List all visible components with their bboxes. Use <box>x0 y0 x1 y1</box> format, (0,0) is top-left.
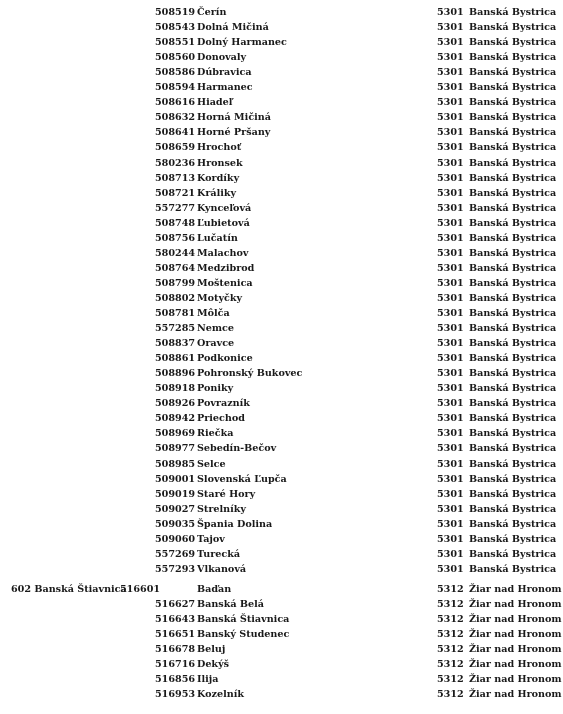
municipality-name: Horná Mičiná <box>197 112 271 123</box>
municipality-code: 508969 <box>155 428 196 439</box>
table-row <box>0 35 563 50</box>
municipality-name: Hrochoť <box>197 142 242 153</box>
municipality-name: Nemce <box>197 323 234 334</box>
municipality-code: 508756 <box>155 233 196 244</box>
table-row <box>0 411 563 426</box>
okres-name: Banská Bystrica <box>469 549 557 560</box>
municipality-name: Dekýš <box>197 659 230 670</box>
okres-name: Banská Bystrica <box>469 52 557 63</box>
municipality-name: Banský Studenec <box>197 629 290 640</box>
okres-code: 5301 <box>437 37 464 48</box>
municipality-code: 516953 <box>155 689 196 700</box>
okres-code: 5301 <box>437 188 464 199</box>
okres-code: 5312 <box>437 689 464 700</box>
table-row <box>0 396 563 411</box>
table-row <box>0 642 563 657</box>
okres-name: Banská Bystrica <box>469 158 557 169</box>
municipality-name: Kordíky <box>197 173 240 184</box>
okres-code: 5301 <box>437 353 464 364</box>
okres-code: 5301 <box>437 564 464 575</box>
municipality-name: Donovaly <box>197 52 247 63</box>
table-row <box>0 110 563 125</box>
municipality-name: Banská Belá <box>197 599 264 610</box>
okres-name: Banská Bystrica <box>469 474 557 485</box>
okres-name: Banská Bystrica <box>469 413 557 424</box>
okres-name: Banská Bystrica <box>469 564 557 575</box>
municipality-code: 509019 <box>155 489 196 500</box>
okres-name: Banská Bystrica <box>469 504 557 515</box>
table-row <box>0 140 563 155</box>
okres-code: 5301 <box>437 173 464 184</box>
okres-name: Banská Bystrica <box>469 353 557 364</box>
municipality-code: 508551 <box>155 37 196 48</box>
table-row <box>0 5 563 20</box>
municipality-name: Beluj <box>197 644 226 655</box>
table-row <box>0 562 563 577</box>
municipality-code: 508560 <box>155 52 196 63</box>
table-row <box>0 426 563 441</box>
okres-name: Banská Bystrica <box>469 383 557 394</box>
table-row <box>0 612 563 627</box>
municipality-code: 516651 <box>155 629 196 640</box>
municipality-name: Selce <box>197 459 226 470</box>
table-row <box>0 627 563 642</box>
table-row <box>0 125 563 140</box>
municipality-code: 557277 <box>155 203 196 214</box>
municipality-name: Poniky <box>197 383 234 394</box>
municipality-code: 508616 <box>155 97 196 108</box>
municipality-code: 580236 <box>155 158 196 169</box>
okres-code: 5312 <box>437 674 464 685</box>
okres-name: Žiar nad Hronom <box>469 674 562 685</box>
table-row <box>0 441 563 456</box>
municipality-code: 509001 <box>155 474 196 485</box>
table-row <box>0 186 563 201</box>
okres-code: 5301 <box>437 82 464 93</box>
table-row <box>0 381 563 396</box>
table-row <box>0 171 563 186</box>
table-row <box>0 291 563 306</box>
municipality-code: 508977 <box>155 443 196 454</box>
okres-code: 5301 <box>437 127 464 138</box>
table-row <box>0 321 563 336</box>
municipality-name: Dúbravica <box>197 67 252 78</box>
table-row <box>0 582 563 597</box>
municipality-name: Špania Dolina <box>197 519 273 530</box>
table-row <box>0 50 563 65</box>
okres-code: 5301 <box>437 308 464 319</box>
municipality-name: Priechod <box>197 413 245 424</box>
okres-code: 5301 <box>437 293 464 304</box>
okres-code: 5301 <box>437 338 464 349</box>
municipality-code: 508659 <box>155 142 196 153</box>
municipality-code: 508918 <box>155 383 196 394</box>
okres-code: 5301 <box>437 248 464 259</box>
municipality-code: 509060 <box>155 534 196 545</box>
table-row <box>0 95 563 110</box>
municipality-name: Sebedín-Bečov <box>197 443 277 454</box>
municipality-name: Staré Hory <box>197 489 256 500</box>
table-row <box>0 20 563 35</box>
okres-code: 5301 <box>437 534 464 545</box>
municipality-code: 516627 <box>155 599 196 610</box>
okres-code: 5301 <box>437 7 464 18</box>
municipality-name: Medzibrod <box>197 263 255 274</box>
okres-name: Banská Bystrica <box>469 308 557 319</box>
okres-code: 5301 <box>437 52 464 63</box>
okres-name: Banská Bystrica <box>469 489 557 500</box>
okres-name: Banská Bystrica <box>469 67 557 78</box>
okres-name: Žiar nad Hronom <box>469 644 562 655</box>
okres-code: 5301 <box>437 22 464 33</box>
okres-code: 5301 <box>437 443 464 454</box>
okres-code: 5301 <box>437 142 464 153</box>
municipality-code: 557293 <box>155 564 196 575</box>
table-row <box>0 246 563 261</box>
table-row <box>0 547 563 562</box>
table-row <box>0 336 563 351</box>
okres-name: Banská Bystrica <box>469 173 557 184</box>
municipality-name: Strelníky <box>197 504 247 515</box>
table-row <box>0 306 563 321</box>
okres-name: Žiar nad Hronom <box>469 689 562 700</box>
okres-name: Banská Bystrica <box>469 443 557 454</box>
okres-code: 5312 <box>437 599 464 610</box>
municipality-name: Moštenica <box>197 278 253 289</box>
municipality-code: 508586 <box>155 67 196 78</box>
municipality-name: Ľubietová <box>197 218 250 229</box>
table-row <box>0 351 563 366</box>
table-row <box>0 65 563 80</box>
okres-code: 5301 <box>437 504 464 515</box>
municipality-code: 508896 <box>155 368 196 379</box>
municipality-code: 508641 <box>155 127 196 138</box>
okres-code: 5301 <box>437 549 464 560</box>
municipality-name: Ilija <box>197 674 219 685</box>
municipality-name: Slovenská Ľupča <box>197 474 287 485</box>
okres-code: 5301 <box>437 278 464 289</box>
okres-name: Banská Bystrica <box>469 22 557 33</box>
table-row <box>0 366 563 381</box>
municipality-name: Dolný Harmanec <box>197 37 287 48</box>
okres-name: Banská Bystrica <box>469 398 557 409</box>
municipality-name: Môlča <box>197 308 230 319</box>
okres-name: Banská Bystrica <box>469 218 557 229</box>
municipality-name: Horné Pršany <box>197 127 271 138</box>
municipality-code: 516643 <box>155 614 196 625</box>
municipality-code: 509027 <box>155 504 196 515</box>
table-row <box>0 216 563 231</box>
okres-name: Banská Bystrica <box>469 278 557 289</box>
okres-code: 5301 <box>437 474 464 485</box>
okres-code: 5301 <box>437 368 464 379</box>
municipality-code: 508861 <box>155 353 196 364</box>
okres-name: Banská Bystrica <box>469 7 557 18</box>
municipality-name: Povrazník <box>197 398 250 409</box>
municipality-code: 508764 <box>155 263 196 274</box>
okres-code: 5312 <box>437 614 464 625</box>
municipality-name: Motyčky <box>197 293 243 304</box>
okres-code: 5301 <box>437 428 464 439</box>
table-row <box>0 672 563 687</box>
municipality-name: Pohronský Bukovec <box>197 368 303 379</box>
municipality-name: Vlkanová <box>197 564 247 575</box>
municipality-name: Oravce <box>197 338 235 349</box>
table-row <box>0 687 563 702</box>
table-row <box>0 261 563 276</box>
okres-name: Banská Bystrica <box>469 428 557 439</box>
okres-code: 5312 <box>437 584 464 595</box>
municipality-name: Hronsek <box>197 158 243 169</box>
okres-name: Banská Bystrica <box>469 368 557 379</box>
municipality-code: 508802 <box>155 293 196 304</box>
municipality-name: Kynceľová <box>197 203 252 214</box>
okres-name: Banská Bystrica <box>469 82 557 93</box>
okres-code: 5301 <box>437 459 464 470</box>
table-row <box>0 276 563 291</box>
okres-code: 5301 <box>437 413 464 424</box>
municipality-code: 508942 <box>155 413 196 424</box>
municipality-code: 508594 <box>155 82 196 93</box>
municipality-code: 508748 <box>155 218 196 229</box>
okres-name: Banská Bystrica <box>469 263 557 274</box>
municipality-code: 508519 <box>155 7 196 18</box>
okres-code: 5301 <box>437 233 464 244</box>
okres-code: 5312 <box>437 629 464 640</box>
okres-name: Žiar nad Hronom <box>469 659 562 670</box>
okres-name: Žiar nad Hronom <box>469 629 562 640</box>
municipality-code: 509035 <box>155 519 196 530</box>
table-row <box>0 80 563 95</box>
okres-name: Banská Bystrica <box>469 127 557 138</box>
okres-code: 5301 <box>437 519 464 530</box>
table-row <box>0 517 563 532</box>
okres-code: 5301 <box>437 203 464 214</box>
okres-code: 5301 <box>437 398 464 409</box>
municipality-name: Čerín <box>197 7 227 18</box>
municipality-code: 508632 <box>155 112 196 123</box>
municipality-name: Hiadeľ <box>197 97 233 108</box>
okres-name: Banská Bystrica <box>469 338 557 349</box>
okres-code: 5301 <box>437 97 464 108</box>
table-row <box>0 487 563 502</box>
municipality-code: 557269 <box>155 549 196 560</box>
municipality-code: 508543 <box>155 22 196 33</box>
okres-name: Banská Bystrica <box>469 323 557 334</box>
district-label: 602 Banská Štiavnica <box>11 584 127 595</box>
municipality-code: 516678 <box>155 644 196 655</box>
table-row <box>0 457 563 472</box>
okres-name: Banská Bystrica <box>469 203 557 214</box>
okres-name: Banská Bystrica <box>469 293 557 304</box>
municipality-name: Riečka <box>197 428 234 439</box>
okres-code: 5312 <box>437 644 464 655</box>
municipality-name: Dolná Mičiná <box>197 22 269 33</box>
okres-code: 5301 <box>437 218 464 229</box>
municipality-name: Banská Štiavnica <box>197 614 290 625</box>
municipality-code: 508985 <box>155 459 196 470</box>
municipality-name: Malachov <box>197 248 249 259</box>
okres-name: Banská Bystrica <box>469 233 557 244</box>
table-row <box>0 657 563 672</box>
okres-name: Banská Bystrica <box>469 459 557 470</box>
okres-code: 5301 <box>437 383 464 394</box>
municipality-code: 508837 <box>155 338 196 349</box>
okres-name: Žiar nad Hronom <box>469 614 562 625</box>
municipality-name: Harmanec <box>197 82 253 93</box>
table-row <box>0 201 563 216</box>
municipality-name: Tajov <box>197 534 225 545</box>
okres-code: 5301 <box>437 263 464 274</box>
municipality-code: 508721 <box>155 188 196 199</box>
okres-code: 5301 <box>437 67 464 78</box>
okres-name: Banská Bystrica <box>469 37 557 48</box>
municipality-code: 508781 <box>155 308 196 319</box>
okres-code: 5301 <box>437 323 464 334</box>
municipality-code: 557285 <box>155 323 196 334</box>
table-row <box>0 597 563 612</box>
municipality-code: 508926 <box>155 398 196 409</box>
table-row <box>0 231 563 246</box>
municipality-code: 508713 <box>155 173 196 184</box>
okres-name: Banská Bystrica <box>469 248 557 259</box>
table-row <box>0 472 563 487</box>
table-row <box>0 502 563 517</box>
okres-code: 5312 <box>437 659 464 670</box>
okres-name: Žiar nad Hronom <box>469 599 562 610</box>
municipality-code: 508799 <box>155 278 196 289</box>
municipality-name: Baďan <box>197 584 232 595</box>
municipality-name: Turecká <box>197 549 241 560</box>
okres-name: Banská Bystrica <box>469 97 557 108</box>
municipality-name: Králiky <box>197 188 237 199</box>
okres-name: Banská Bystrica <box>469 112 557 123</box>
municipality-code: 580244 <box>155 248 196 259</box>
okres-name: Žiar nad Hronom <box>469 584 562 595</box>
municipality-name: Podkonice <box>197 353 253 364</box>
okres-name: Banská Bystrica <box>469 188 557 199</box>
municipality-name: Lučatín <box>197 233 238 244</box>
okres-name: Banská Bystrica <box>469 142 557 153</box>
table-row <box>0 532 563 547</box>
municipality-code: 516716 <box>155 659 196 670</box>
municipality-code: 516856 <box>155 674 196 685</box>
okres-name: Banská Bystrica <box>469 534 557 545</box>
district-code: 516601 <box>120 584 161 595</box>
table-row <box>0 156 563 171</box>
okres-code: 5301 <box>437 489 464 500</box>
okres-code: 5301 <box>437 112 464 123</box>
okres-code: 5301 <box>437 158 464 169</box>
okres-name: Banská Bystrica <box>469 519 557 530</box>
municipality-name: Kozelník <box>197 689 244 700</box>
